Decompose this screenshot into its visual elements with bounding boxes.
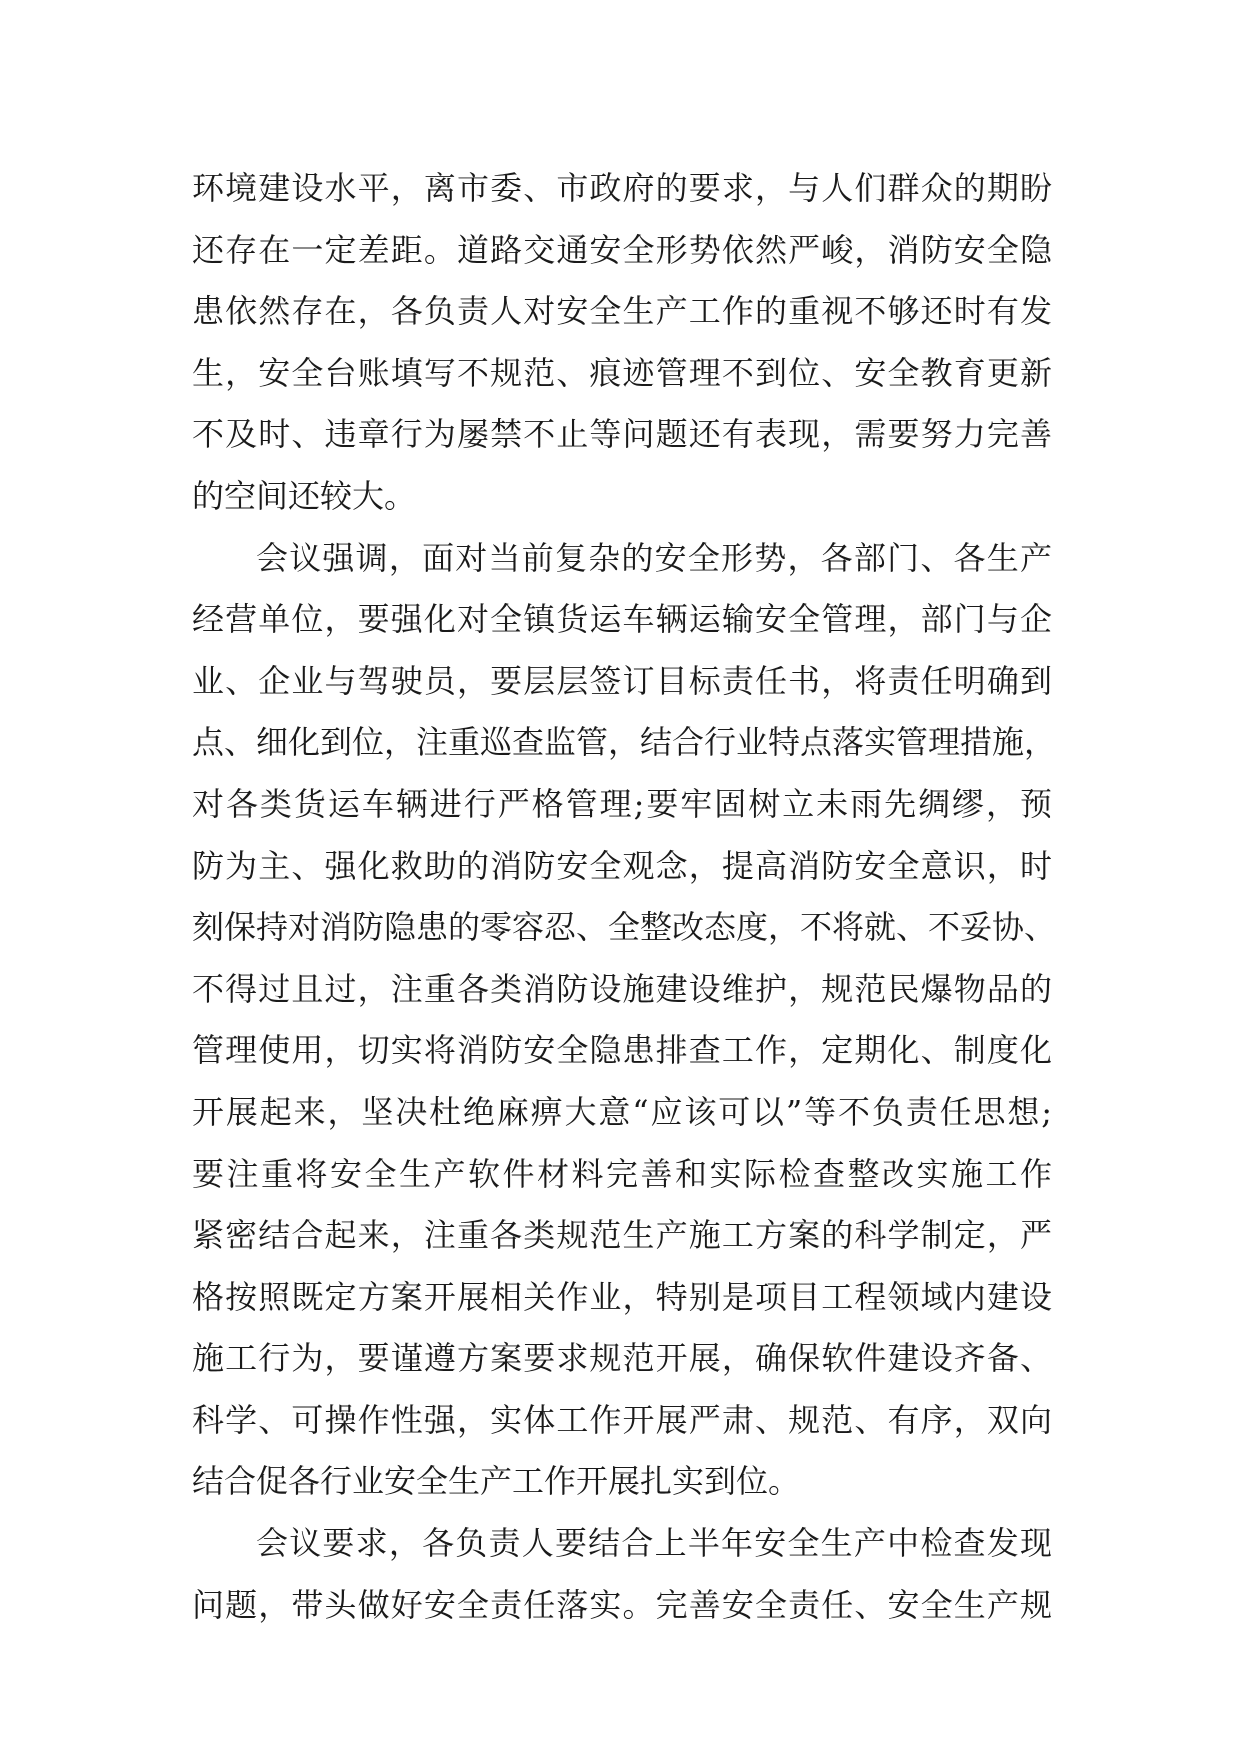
text-line: 生，安全台账填写不规范、痕迹管理不到位、安全教育更新 bbox=[192, 353, 1052, 392]
text-line: 结合促各行业安全生产工作开展扎实到位。 bbox=[192, 1462, 801, 1501]
text-line: 不及时、违章行为屡禁不止等问题还有表现，需要努力完善 bbox=[192, 415, 1052, 454]
paragraph bbox=[192, 1513, 1052, 1636]
text-line: 要注重将安全生产软件材料完善和实际检查整改实施工作 bbox=[192, 1154, 1052, 1193]
text-line: 还存在一定差距。道路交通安全形势依然严峻，消防安全隐 bbox=[192, 230, 1052, 269]
text-line: 不得过且过，注重各类消防设施建设维护，规范民爆物品的 bbox=[192, 969, 1052, 1008]
text-line: 患依然存在，各负责人对安全生产工作的重视不够还时有发 bbox=[192, 292, 1052, 331]
text-line: 会议强调，面对当前复杂的安全形势，各部门、各生产 bbox=[256, 538, 1052, 577]
text-line: 会议要求，各负责人要结合上半年安全生产中检查发现 bbox=[256, 1524, 1052, 1563]
paragraph bbox=[192, 528, 1057, 1514]
text-line: 开展起来，坚决杜绝麻痹大意“应该可以”等不负责任思想; bbox=[192, 1092, 1052, 1131]
paragraph bbox=[192, 158, 1052, 528]
text-line: 科学、可操作性强，实体工作开展严肃、规范、有序，双向 bbox=[192, 1400, 1052, 1439]
text-line: 的空间还较大。 bbox=[192, 476, 417, 515]
text-line: 对各类货运车辆进行严格管理;要牢固树立未雨先绸缪，预 bbox=[192, 784, 1052, 823]
text-line: 施工行为，要谨遵方案要求规范开展，确保软件建设齐备、 bbox=[192, 1339, 1052, 1378]
text-line: 防为主、强化救助的消防安全观念，提高消防安全意识，时 bbox=[192, 846, 1052, 885]
text-line: 点、细化到位，注重巡查监管，结合行业特点落实管理措施， bbox=[192, 723, 1057, 762]
text-line: 管理使用，切实将消防安全隐患排查工作，定期化、制度化 bbox=[192, 1031, 1052, 1070]
text-line: 问题，带头做好安全责任落实。完善安全责任、安全生产规 bbox=[192, 1585, 1052, 1624]
text-line: 刻保持对消防隐患的零容忍、全整改态度，不将就、不妥协、 bbox=[192, 908, 1057, 947]
text-line: 经营单位，要强化对全镇货运车辆运输安全管理，部门与企 bbox=[192, 600, 1052, 639]
text-line: 紧密结合起来，注重各类规范生产施工方案的科学制定，严 bbox=[192, 1216, 1052, 1255]
text-line: 格按照既定方案开展相关作业，特别是项目工程领域内建设 bbox=[192, 1277, 1052, 1316]
text-line: 环境建设水平，离市委、市政府的要求，与人们群众的期盼 bbox=[192, 169, 1052, 207]
text-line: 业、企业与驾驶员，要层层签订目标责任书，将责任明确到 bbox=[192, 661, 1052, 700]
body-text bbox=[192, 158, 1057, 1636]
